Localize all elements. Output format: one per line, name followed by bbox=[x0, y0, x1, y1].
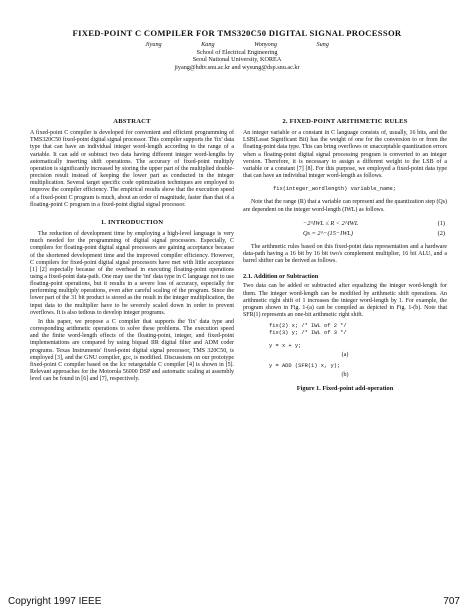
section-2-1-heading: 2.1. Addition or Subtraction bbox=[243, 273, 319, 281]
equation-2-number: (2) bbox=[437, 229, 445, 237]
equation-2 bbox=[243, 230, 447, 240]
left-column bbox=[30, 118, 234, 385]
figure-1-caption: Figure 1. Fixed-point add-operation bbox=[296, 385, 394, 393]
equation-1-body: −2^IWL ≤ R < 2^IWL bbox=[303, 219, 359, 227]
figure-1b-code bbox=[269, 363, 447, 370]
code-line-compiled-add: y = ADD (SFR(1) x, y); bbox=[269, 362, 341, 369]
page-number: 707 bbox=[443, 596, 460, 607]
affiliation-school: School of Electrical Engineering bbox=[196, 48, 278, 56]
equation-2-body: Qs = 2^−(15−IWL) bbox=[303, 229, 354, 237]
right-column bbox=[243, 118, 447, 392]
section-2-1-paragraph: Two data can be added or subtracted after equalizing the integer word-length for them. The integer word-length can be modified by arithmetic shift operations. An arithmetic right shift of 1 increases the integer word-length by 1. For example, the program shown in Fig. 1-(a) can be compiled as depicted in Fig. 1-(b). Note that SFR(1) represents an one-bit arithmetic right shift. bbox=[243, 283, 447, 318]
equation-1 bbox=[243, 220, 447, 230]
code-line-add: y = x + y; bbox=[269, 342, 302, 349]
author-emails: jiyang@hdtv.snu.ac.kr and wysung@dsp.snu.ac.kr bbox=[174, 63, 300, 71]
author-block bbox=[0, 41, 474, 71]
affiliation-university: Seoul National University, KOREA bbox=[192, 56, 282, 64]
author-names: Jiyang Kang Wonyong Sung bbox=[145, 41, 329, 48]
abstract-text: A fixed-point C compiler is developed for convenient and efficient programming of TMS320C50 fixed-point digital signal processor. This compiler supports the 'fix' data type that can have an individual integer word-length according to the range of a variable. It can add or subtract two data having different integer word-lengths by automatically inserting shift operations. The accuracy of fixed-point multiply operation is significantly increased by storing the upper part of the multiplied double-precision result instead of keeping the lower part as conducted in the integer multiplication. Several target specific code optimization techniques are employed to improve the compiler efficiency. The empirical results show that the execution speed of a fixed-point C program is much, about an order of magnitude, faster than that of a floating-point C program in a fixed-point digital signal processor. bbox=[30, 130, 234, 208]
copyright-notice: Copyright 1997 IEEE bbox=[8, 596, 102, 607]
introduction-paragraph-2: In this paper, we propose a C compiler that supports the 'fix' data type and corresponding arithmetic operations to solve these problems. The execution speed and the finite word-length effects of the floating-point, integer, and fixed-point implementations are compared by using biquad IIR digital filter and ADM coder programs. Texas Instruments' fixed-point digital signal processor, TMS 320C50, is employed [3], and the GNU compiler, gcc, is modified. Discussions on our prototype fixed-point C compiler based on the lcc retargetable C compiler [4] is shown in [5]. Relevant approaches for the Motorola 56000 DSP and automatic scaling at assembly level can be found in [6] and [7], respectively. bbox=[30, 318, 234, 383]
figure-1a-code bbox=[269, 323, 447, 350]
figure-1b-label: (b) bbox=[341, 372, 349, 379]
introduction-paragraph-1: The reduction of development time by employing a high-level language is very much needed for the programming of digital signal processors. Especially, C compilers for floating-point digital signal processors are gaining acceptance because of the shortened development time and the improved compiler efficiency. However, C compilers for fixed-point digital signal processors have met with little acceptance [1] [2] especially because of the overhead in executing floating-point operations using a fixed-point data-path. One may use the 'int' data type in C language not to use floating-point operations, but it results in a severe loss of accuracy, especially for performing multiply operations, even after careful scaling of the program. Since the lower part of the 31 bit product is stored as the result in the integer multiplication, the input data to the multiplier have to be severely scaled down in order to prevent overflows. It is also tedious to develop integer programs. bbox=[30, 231, 234, 316]
paper-title: FIXED-POINT C COMPILER FOR TMS320C50 DIGITAL SIGNAL PROCESSOR bbox=[72, 28, 402, 38]
section-2-paragraph-3: The arithmetic rules based on this fixed-point data representation and a hardware data-path having a 16 bit by 16 bit two's complement multiplier, 16 bit ALU, and a barrel shifter can be derived as follows. bbox=[243, 243, 447, 265]
code-line-fix-x: fix(2) x; /* IWL of 2 */ bbox=[269, 323, 347, 330]
code-line-fix-y: fix(3) y; /* IWL of 3 */ bbox=[269, 330, 347, 337]
section-2-heading: 2. FIXED-POINT ARITHMETIC RULES bbox=[282, 118, 408, 125]
introduction-heading: 1. INTRODUCTION bbox=[100, 218, 164, 226]
section-2-paragraph-2: Note that the range (R) that a variable can represent and the quantization step (Qs) are dependent on the integer word-length (IWL) as follows. bbox=[243, 199, 447, 213]
section-2-paragraph-1: An integer variable or a constant in C language consists of, usually, 16 bits, and the LSB(Least Significant Bit) has the weight of one for the conversion to or from the floating-point data type. This can bring overflows or unacceptable quantization errors when a floating-point digital signal processing program is converted to an integer version. Therefore, it is necessary to assign a different weight to the LSB of a variable or a constant [7] [8]. For this purpose, we employed a fixed-point data type that can have an individual integer word-length as follows. bbox=[243, 130, 447, 180]
equation-1-number: (1) bbox=[437, 219, 445, 227]
fix-declaration-code: fix(integer_wordlength) variable_name; bbox=[273, 186, 396, 193]
figure-1a-label: (a) bbox=[341, 351, 349, 358]
abstract-heading: ABSTRACT bbox=[113, 118, 151, 125]
